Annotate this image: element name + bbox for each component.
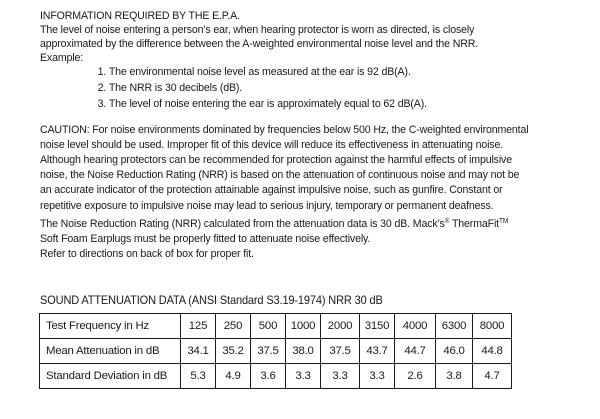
- example-step: 1. The environmental noise level as measured at the ear is 92 dB(A).: [97, 66, 411, 79]
- sd-cell: 5.3: [181, 364, 216, 389]
- brand-name: ThermaFit: [449, 217, 499, 230]
- sd-cell: 3.3: [360, 364, 395, 389]
- caution-section: [0, 123, 600, 263]
- trademark-mark: TM: [498, 217, 509, 225]
- row-label-mean: Mean Attenuation in dB: [40, 339, 181, 364]
- attenuation-table: [39, 313, 512, 389]
- caution-line: CAUTION: For noise environments dominated by frequencies below 500 Hz, the C-weighted environmental: [40, 123, 529, 136]
- mean-cell: 34.1: [181, 339, 216, 364]
- epa-example-label: Example:: [40, 52, 84, 65]
- caution-line: noise level should be used. Improper fit of this device will reduce its effectiveness in attenuating noise.: [40, 138, 504, 151]
- frequency-cell: 125: [181, 314, 216, 339]
- sd-cell: 4.9: [216, 364, 251, 389]
- example-step: 2. The NRR is 30 decibels (dB).: [97, 82, 243, 95]
- frequency-cell: 500: [251, 314, 286, 339]
- fit-statement: Soft Foam Earplugs must be properly fitted to attenuate noise effectively.: [40, 233, 371, 246]
- sd-cell: 3.6: [251, 364, 286, 389]
- sd-cell: 4.7: [473, 364, 512, 389]
- table-row-mean: [40, 339, 512, 364]
- mean-cell: 43.7: [360, 339, 395, 364]
- frequency-cell: 1000: [286, 314, 321, 339]
- mean-cell: 44.8: [473, 339, 512, 364]
- attenuation-title: SOUND ATTENUATION DATA (ANSI Standard S3.19-1974) NRR 30 dB: [40, 294, 383, 307]
- mean-cell: 35.2: [216, 339, 251, 364]
- caution-line: Although hearing protectors can be recommended for protection against the harmful effects of impulsive: [40, 154, 512, 167]
- table-row-sd: [40, 364, 512, 389]
- sd-cell: 3.3: [286, 364, 321, 389]
- frequency-cell: 8000: [473, 314, 512, 339]
- epa-intro-line: The level of noise entering a person’s ear, when hearing protector is worn as directed, is closely: [40, 24, 475, 36]
- caution-line: an accurate indicator of the protection attainable against impulsive noise, such as gunfire. Constant or: [40, 184, 503, 197]
- caution-paragraph: [40, 123, 579, 263]
- row-label-sd: Standard Deviation in dB: [40, 364, 181, 389]
- example-steps: [40, 65, 540, 112]
- row-label-frequency: Test Frequency in Hz: [40, 314, 181, 339]
- epa-section: [0, 9, 600, 113]
- refer-statement: Refer to directions on back of box for proper fit.: [40, 248, 254, 261]
- example-step: 3. The level of noise entering the ear is approximately equal to 62 dB(A).: [97, 97, 427, 110]
- mean-cell: 44.7: [395, 339, 436, 364]
- table-row-frequency: [40, 314, 512, 339]
- mean-cell: 37.5: [251, 339, 286, 364]
- frequency-cell: 2000: [321, 314, 360, 339]
- mean-cell: 38.0: [286, 339, 321, 364]
- sd-cell: 2.6: [395, 364, 436, 389]
- caution-line: noise, the Noise Reduction Rating (NRR) is based on the attenuation of continuous noise and may not be: [40, 169, 520, 182]
- registered-mark: ®: [444, 217, 450, 225]
- mean-cell: 46.0: [436, 339, 473, 364]
- nrr-statement-text: The Noise Reduction Rating (NRR) calculated from the attenuation data is 30 dB. Mack’s: [40, 217, 445, 230]
- frequency-cell: 3150: [360, 314, 395, 339]
- nrr-statement: [40, 214, 579, 232]
- sd-cell: 3.8: [436, 364, 473, 389]
- frequency-cell: 4000: [395, 314, 436, 339]
- mean-cell: 37.5: [321, 339, 360, 364]
- sd-cell: 3.3: [321, 364, 360, 389]
- frequency-cell: 6300: [436, 314, 473, 339]
- frequency-cell: 250: [216, 314, 251, 339]
- epa-intro: [40, 23, 579, 65]
- caution-line: repetitive exposure to impulsive noise may lead to serious injury, temporary or permanent deafness.: [40, 199, 494, 212]
- epa-heading: INFORMATION REQUIRED BY THE E.P.A.: [40, 10, 240, 22]
- epa-intro-line: approximated by the difference between the A-weighted environmental noise level and the NRR.: [40, 38, 479, 51]
